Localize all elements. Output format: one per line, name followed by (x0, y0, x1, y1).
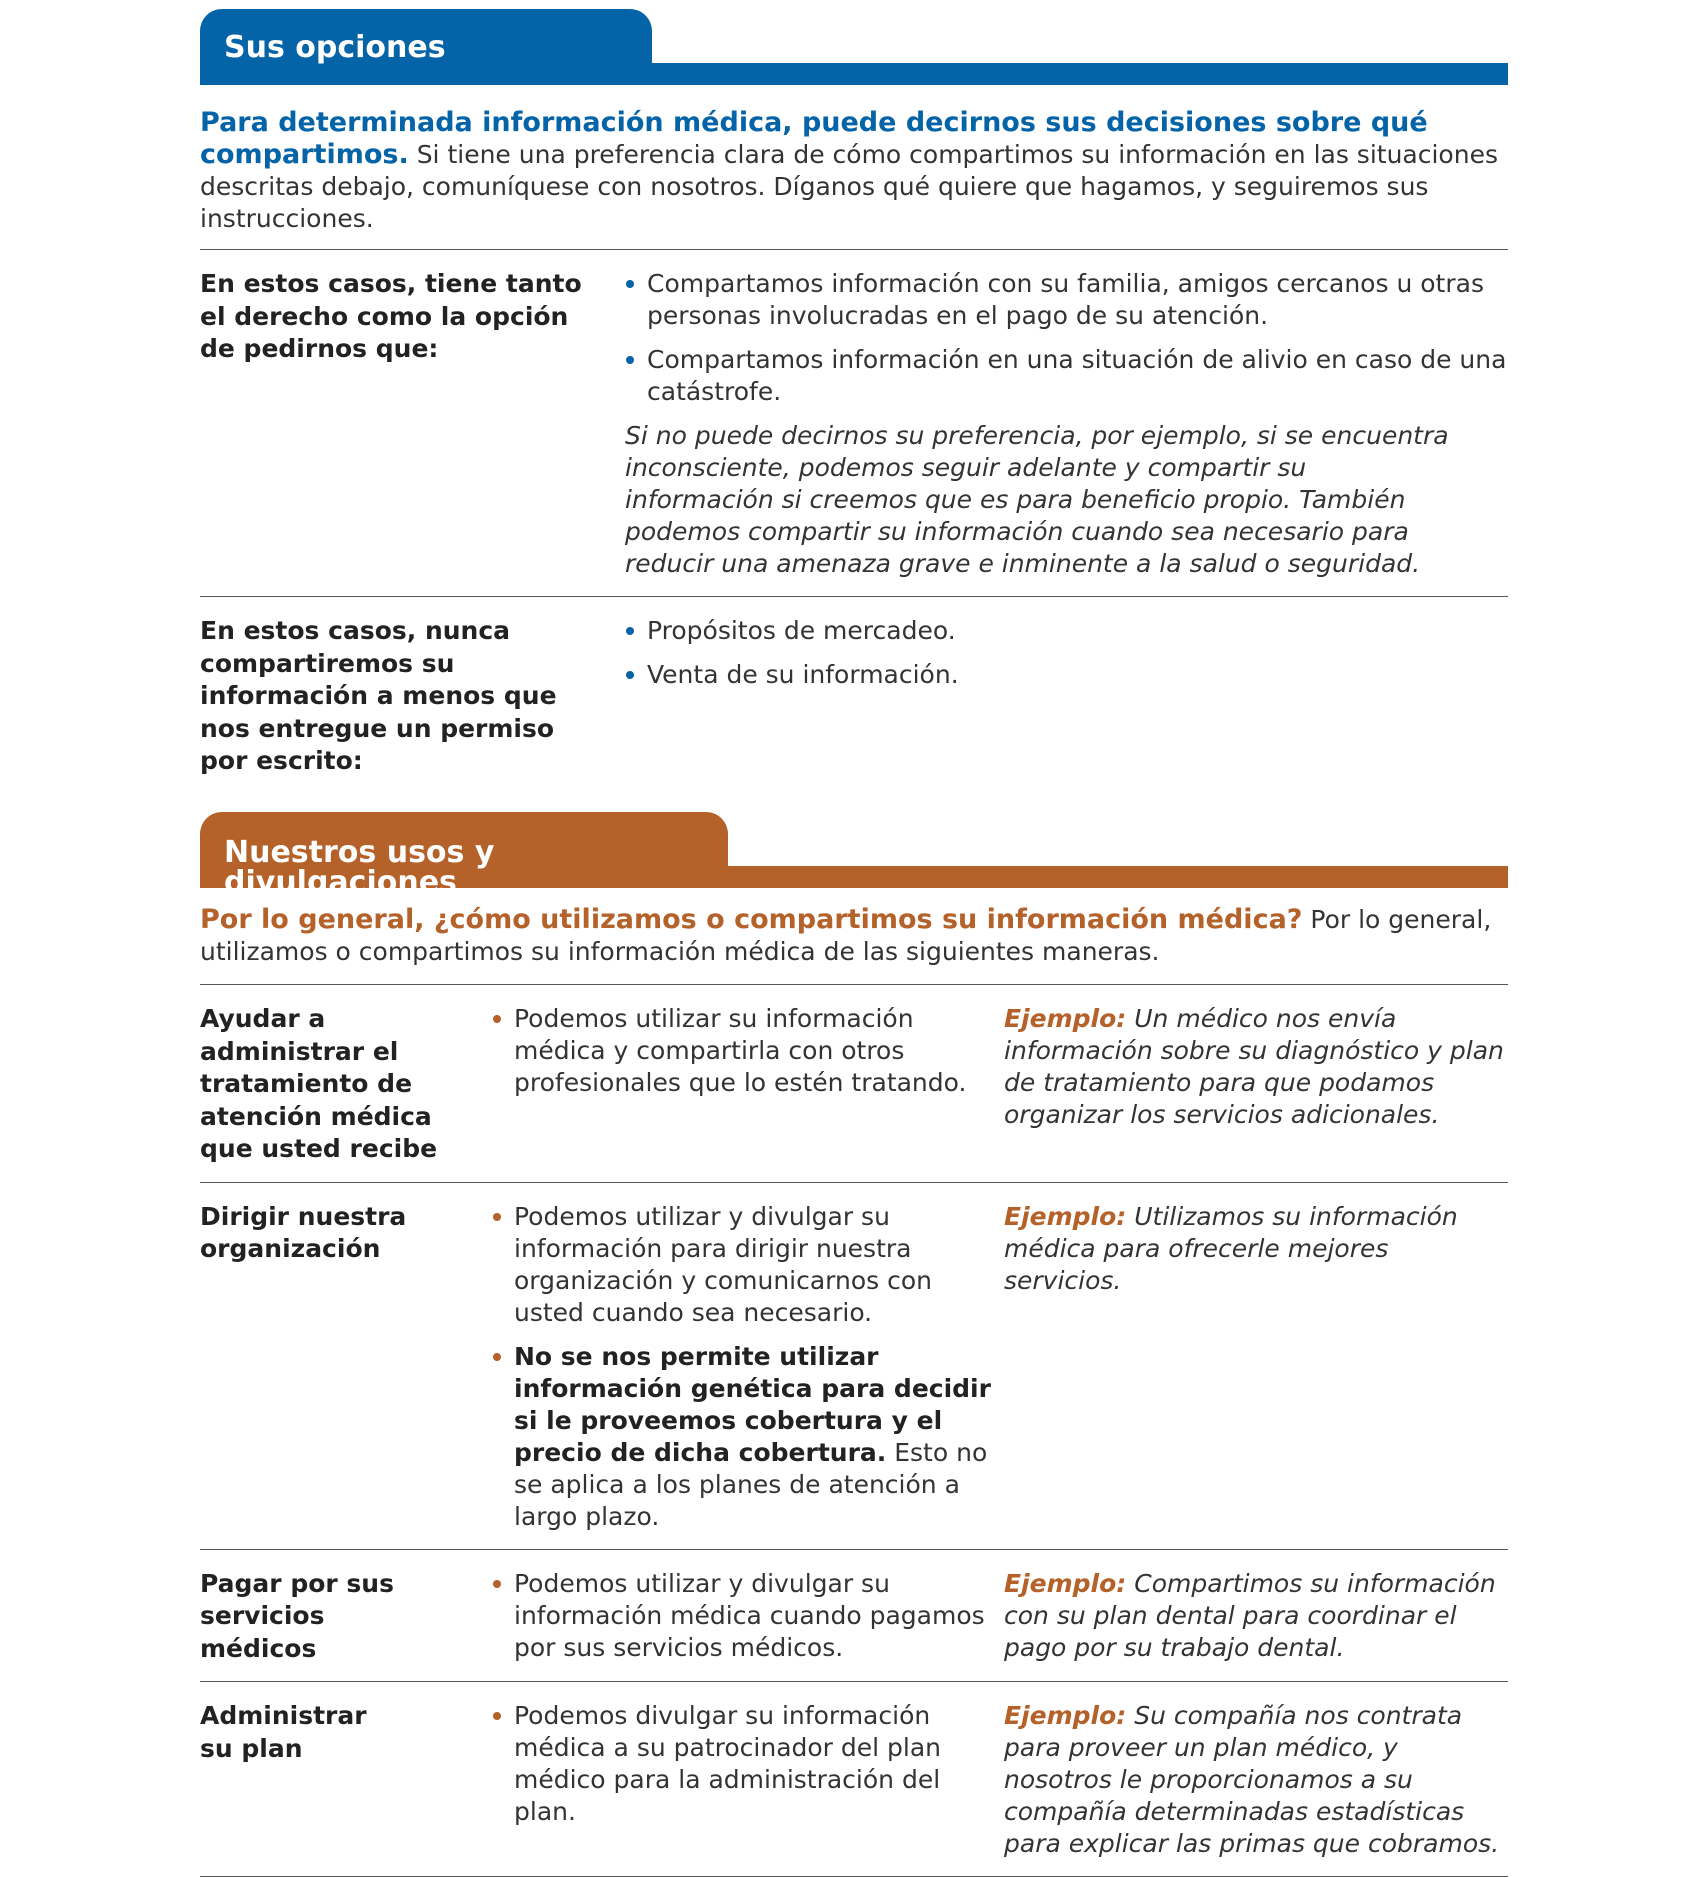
example-text (1004, 1201, 1508, 1533)
list-item: Compartamos información con su familia, amigos cercanos u otras personas involucradas en el pago de su atención. (625, 268, 1508, 332)
example-body: Utilizamos su información médica para ofrecerle mejores servicios. (1004, 1201, 1458, 1295)
example-label: Ejemplo: (1004, 1568, 1127, 1598)
bullet-list (492, 1568, 996, 1664)
bold-text: No se nos permite utilizar información genética para decidir si le proveemos cobertura y el precio de dicha cobertura. (514, 1341, 991, 1467)
options-row (200, 597, 1508, 778)
bullet-list (492, 1700, 996, 1828)
example-body: Su compañía nos contrata para proveer un plan médico, y nosotros le proporcionamos a su compañía determinadas estadísticas para explicar las primas que cobramos. (1004, 1701, 1500, 1858)
example-label: Ejemplo: (1004, 1004, 1127, 1033)
section-title: Sus opciones (200, 9, 652, 85)
intro-paragraph (200, 904, 1508, 968)
row-label: Administrar su plan (200, 1701, 367, 1763)
intro-text: Si tiene una preferencia clara de cómo compartimos su información en las situaciones descritas debajo, comuníquese con nosotros. Díganos qué quiere que hagamos, y seguiremos sus instrucciones. (200, 140, 1498, 233)
list-item: Venta de su información. (625, 659, 1508, 691)
bullet-list (492, 1003, 996, 1099)
example-body: Un médico nos envía información sobre su diagnóstico y plan de tratamiento para que podamos organizar los servicios adicionales. (1004, 1004, 1504, 1129)
example-text (1004, 1003, 1508, 1166)
note-text: Si no puede decirnos su preferencia, por ejemplo, si se encuentra inconsciente, podemos seguir adelante y compartir su información si creemos que es para beneficio propio. También podemos compartir su información cuando sea necesario para reducir una amenaza grave e inminente a la salud o seguridad. (625, 421, 1449, 578)
row-label: En estos casos, nunca compartiremos su información a menos que nos entregue un permiso por escrito: (200, 616, 557, 775)
row-label: Pagar por sus servicios médicos (200, 1568, 394, 1663)
intro-paragraph (200, 107, 1508, 235)
list-item: Podemos utilizar y divulgar su información médica cuando pagamos por sus servicios médicos. (492, 1568, 996, 1664)
intro-text: Por lo general, utilizamos o compartimos su información médica de las siguientes maneras. (200, 905, 1492, 966)
bullet-list (625, 268, 1508, 408)
list-item: Propósitos de mercadeo. (625, 615, 1508, 647)
example-text (1004, 1568, 1508, 1666)
list-item: Compartamos información en una situación de alivio en caso de una catástrofe. (625, 344, 1508, 408)
list-item (492, 1341, 996, 1533)
row-label: Ayudar a administrar el tratamiento de atención médica que usted recibe (200, 1004, 438, 1163)
usos-section (200, 904, 1508, 1877)
example-body: Compartimos su información con su plan dental para coordinar el pago por su trabajo dental. (1004, 1568, 1496, 1662)
row-label: En estos casos, tiene tanto el derecho como la opción de pedirnos que: (200, 269, 582, 363)
list-item: Podemos divulgar su información médica a su patrocinador del plan médico para la administración del plan. (492, 1700, 996, 1828)
example-label: Ejemplo: (1004, 1701, 1127, 1730)
plain-text: Esto no se aplica a los planes de atención a largo plazo. (514, 1437, 988, 1531)
usage-row (200, 1183, 1508, 1549)
list-item: Podemos utilizar y divulgar su información para dirigir nuestra organización y comunicarnos con usted cuando sea necesario. (492, 1201, 996, 1329)
options-row (200, 250, 1508, 596)
section-title: Nuestros usos y divulgaciones (200, 812, 728, 888)
section-header-sus-opciones (200, 9, 1508, 85)
document-page (200, 0, 1508, 1858)
usage-row (200, 1682, 1508, 1876)
intro-bold: Para determinada información médica, puede decirnos sus decisiones sobre qué compartimos. (200, 107, 1428, 170)
bullet-list (492, 1201, 996, 1533)
bullet-list (625, 615, 1508, 691)
section-header-usos (200, 812, 1508, 900)
example-text (1004, 1700, 1508, 1860)
intro-bold: Por lo general, ¿cómo utilizamos o compartimos su información médica? (200, 904, 1303, 935)
row-label: Dirigir nuestra organización (200, 1201, 407, 1263)
usage-row (200, 985, 1508, 1182)
list-item: Podemos utilizar su información médica y compartirla con otros profesionales que lo estén tratando. (492, 1003, 996, 1099)
usage-row (200, 1550, 1508, 1682)
example-label: Ejemplo: (1004, 1201, 1127, 1231)
